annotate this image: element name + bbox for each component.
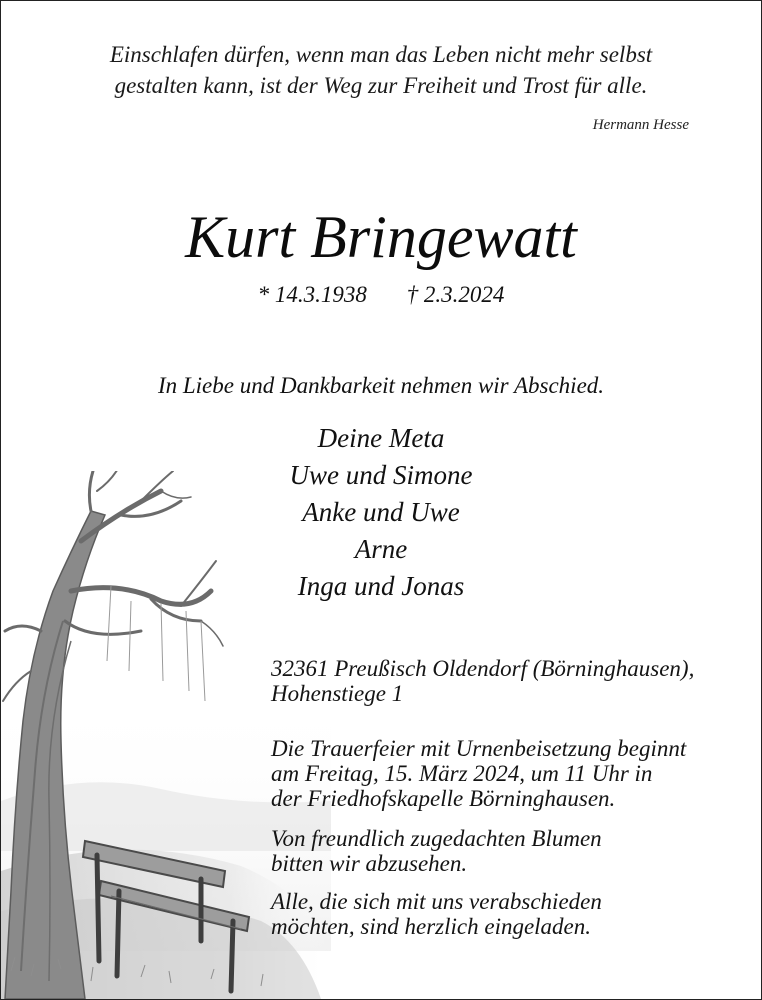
mourner-name: Inga und Jonas bbox=[297, 571, 465, 601]
life-dates bbox=[1, 282, 761, 308]
mourner-name: Anke und Uwe bbox=[302, 497, 460, 527]
quote bbox=[31, 39, 731, 101]
mourner-name: Deine Meta bbox=[317, 423, 445, 453]
address bbox=[271, 656, 761, 706]
quote-line: gestalten kann, ist der Weg zur Freiheit und Trost für alle. bbox=[114, 73, 648, 98]
deceased-name: Kurt Bringewatt bbox=[185, 204, 577, 270]
flowers-line: bitten wir abzusehen. bbox=[271, 851, 468, 876]
invitation-note bbox=[271, 889, 761, 939]
ceremony-line: der Friedhofskapelle Börninghausen. bbox=[271, 786, 616, 811]
invitation-line: möchten, sind herzlich eingeladen. bbox=[271, 914, 592, 939]
ceremony-line: am Freitag, 15. März 2024, um 11 Uhr in bbox=[271, 761, 653, 786]
quote-line: Einschlafen dürfen, wenn man das Leben nicht mehr selbst bbox=[109, 42, 653, 67]
quote-author: Hermann Hesse bbox=[592, 117, 689, 133]
ceremony-info bbox=[271, 736, 761, 811]
farewell-text: In Liebe und Dankbarkeit nehmen wir Abschied. bbox=[157, 373, 605, 398]
mourner-name: Uwe und Simone bbox=[289, 460, 473, 490]
address-line: 32361 Preußisch Oldendorf (Börninghausen), bbox=[271, 656, 695, 681]
ceremony-line: Die Trauerfeier mit Urnenbeisetzung beginnt bbox=[271, 736, 687, 761]
flowers-line: Von freundlich zugedachten Blumen bbox=[271, 826, 602, 851]
birth-date: * 14.3.1938 bbox=[257, 282, 367, 307]
mourner-name: Arne bbox=[354, 534, 408, 564]
flowers-note bbox=[271, 826, 761, 876]
death-date: † 2.3.2024 bbox=[406, 282, 505, 307]
invitation-line: Alle, die sich mit uns verabschieden bbox=[271, 889, 602, 914]
address-line: Hohenstiege 1 bbox=[271, 681, 404, 706]
